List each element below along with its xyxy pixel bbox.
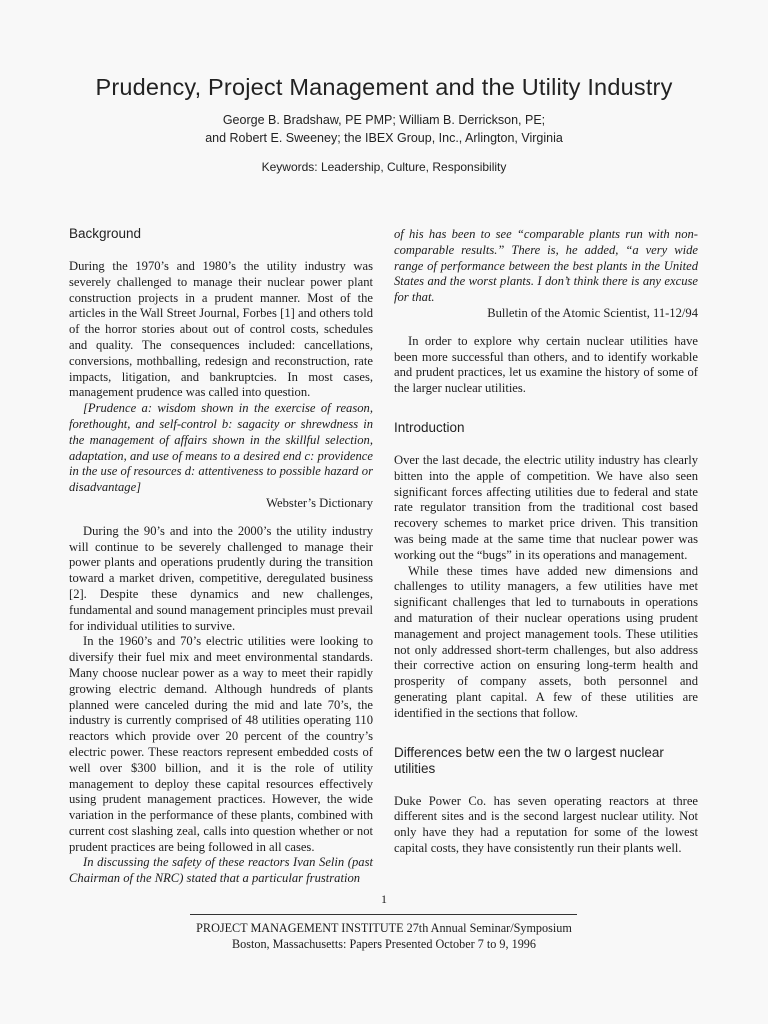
footer	[0, 921, 768, 952]
right-column	[394, 227, 698, 857]
paragraph: During the 1970’s and 1980’s the utility industry was severely challenged to manage their nuclear power plant construction projects in a prudent manner. Most of the articles in the Wall Street Journal, Forbes [1] and others told of the horror stories about out of control costs, schedules and quality. The consequences included: cancellations, conversions, mothballing, redesign and reconstruction, rate impacts, litigation, and bankruptcies. In most cases, management prudence was called into question.	[69, 259, 373, 400]
section-heading-background: Background	[69, 226, 142, 241]
page-number: 1	[381, 892, 387, 906]
author-block	[0, 111, 768, 147]
authors-line-2: and Robert E. Sweeney; the IBEX Group, Inc., Arlington, Virginia	[205, 131, 563, 145]
footer-divider	[190, 914, 577, 915]
section-heading-differences: Differences betw een the tw o largest nuclear utilities	[394, 744, 664, 776]
paragraph: While these times have added new dimensions and challenges to utility managers, a few utilities have met significant challenges that led to turnabouts in operations and maturation of their nuclear operations using prudent management and project management tools. These utilities not only addressed short-term challenges, but also address their corrective action on ensuring long-term health and prosperity of company assets, both personnel and generating plant capital. A few of these utilities are identified in the sections that follow.	[394, 563, 698, 720]
left-column	[69, 226, 373, 887]
paragraph: Over the last decade, the electric utility industry has clearly bitten into the apple of competition. We have also seen significant forces affecting utilities due to federal and state rate regulator transition from the traditional cost based recovery schemes to market price driven. This transition was being made at the same time that nuclear power was working out the “bugs” in its operations and management.	[394, 452, 698, 562]
paper-title: Prudency, Project Management and the Utility Industry	[95, 74, 673, 100]
quote-continuation: of his has been to see “comparable plants run with non-comparable results.” There is, he added, “a very wide range of performance between the best plants in the United States and the worst plants. I don’t think there is any excuse for that.	[394, 227, 698, 305]
authors-line-1: George B. Bradshaw, PE PMP; William B. Derrickson, PE;	[222, 113, 546, 127]
paragraph: During the 90’s and into the 2000’s the utility industry will continue to be severely challenged to manage their power plants and operations prudently during the transition toward a market driven, competitive, deregulated business [2]. Despite these dynamics and new challenges, fundamental and sound management principles must prevail for individual utilities to survive.	[69, 523, 373, 633]
quote-source: Bulletin of the Atomic Scientist, 11-12/94	[487, 305, 698, 320]
quote-source: Webster’s Dictionary	[266, 495, 373, 510]
keywords: Keywords: Leadership, Culture, Responsibility	[261, 160, 507, 174]
footer-line-2: Boston, Massachusetts: Papers Presented October 7 to 9, 1996	[232, 936, 536, 951]
paragraph: In the 1960’s and 70’s electric utilities were looking to diversify their fuel mix and meet environmental standards. Many choose nuclear power as a way to meet their rapidly growing electric demand. Although hundreds of plants planned were canceled during the mid and late 70’s, the industry is currently comprised of 48 utilities operating 110 reactors which provide over 20 percent of the country’s electric power. These reactors represent embedded costs of well over $300 billion, and it is the role of utility management to deploy these capital resources effectively using prudent management practices. However, the wide variation in the performance of these plants, combined with current cost slashing zeal, calls into question whether or not prudent practices are being followed in all cases.	[69, 634, 373, 854]
paragraph: Duke Power Co. has seven operating reactors at three different sites and is the second largest nuclear utility. Not only have they had a reputation for some of the lowest capital costs, they have consistently run their plants well.	[394, 793, 698, 855]
footer-line-1: PROJECT MANAGEMENT INSTITUTE 27th Annual Seminar/Symposium	[196, 921, 572, 935]
definition-quote: [Prudence a: wisdom shown in the exercise of reason, forethought, and self-control b: sagacity or shrewdness in the management of affairs shown in the skillful selection, adaptation, and use of means to a desired end c: providence in the use of resources d: attentiveness to possible hazard or disadvantage]	[69, 401, 373, 495]
paragraph: In order to explore why certain nuclear utilities have been more successful than others, and to identify workable and prudent practices, let us examine the history of some of the larger nuclear utilities.	[394, 333, 698, 396]
section-heading-introduction: Introduction	[394, 419, 465, 435]
paragraph-italic: In discussing the safety of these reactors Ivan Selin (past Chairman of the NRC) stated that a particular frustration	[69, 855, 373, 886]
